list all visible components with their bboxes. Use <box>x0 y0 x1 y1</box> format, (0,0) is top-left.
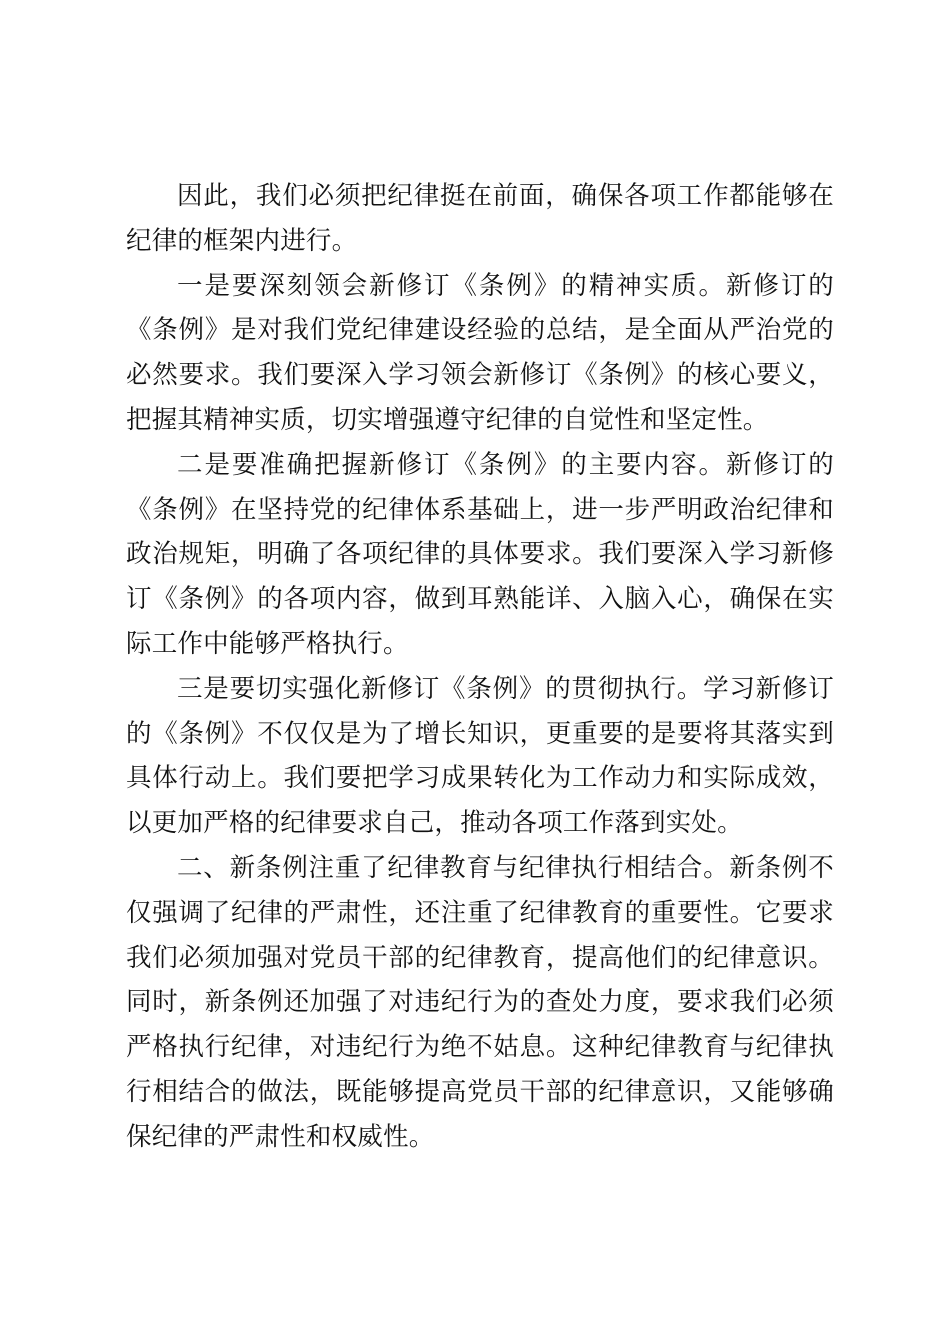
paragraph-point-three: 三是要切实强化新修订《条例》的贯彻执行。学习新修订的《条例》不仅仅是为了增长知识，更重要的是要将其落实到具体行动上。我们要把学习成果转化为工作动力和实际成效，以更加严格的纪律要求自己，推动各项工作落到实处。 <box>126 673 834 839</box>
document-page <box>126 174 834 1160</box>
paragraph-point-two: 二是要准确把握新修订《条例》的主要内容。新修订的《条例》在坚持党的纪律体系基础上，进一步严明政治纪律和政治规矩，明确了各项纪律的具体要求。我们要深入学习新修订《条例》的各项内容，做到耳熟能详、入脑入心，确保在实际工作中能够严格执行。 <box>126 449 834 659</box>
paragraph-point-one: 一是要深刻领会新修订《条例》的精神实质。新修订的《条例》是对我们党纪律建设经验的总结，是全面从严治党的必然要求。我们要深入学习领会新修订《条例》的核心要义，把握其精神实质，切实增强遵守纪律的自觉性和坚定性。 <box>126 270 834 435</box>
paragraph-conclusion: 因此，我们必须把纪律挺在前面，确保各项工作都能够在纪律的框架内进行。 <box>126 181 834 256</box>
paragraph-section-two: 二、新条例注重了纪律教育与纪律执行相结合。新条例不仅强调了纪律的严肃性，还注重了纪律教育的重要性。它要求我们必须加强对党员干部的纪律教育，提高他们的纪律意识。同时，新条例还加强了对违纪行为的查处力度，要求我们必须严格执行纪律，对违纪行为绝不姑息。这种纪律教育与纪律执行相结合的做法，既能够提高党员干部的纪律意识，又能够确保纪律的严肃性和权威性。 <box>126 852 834 1152</box>
